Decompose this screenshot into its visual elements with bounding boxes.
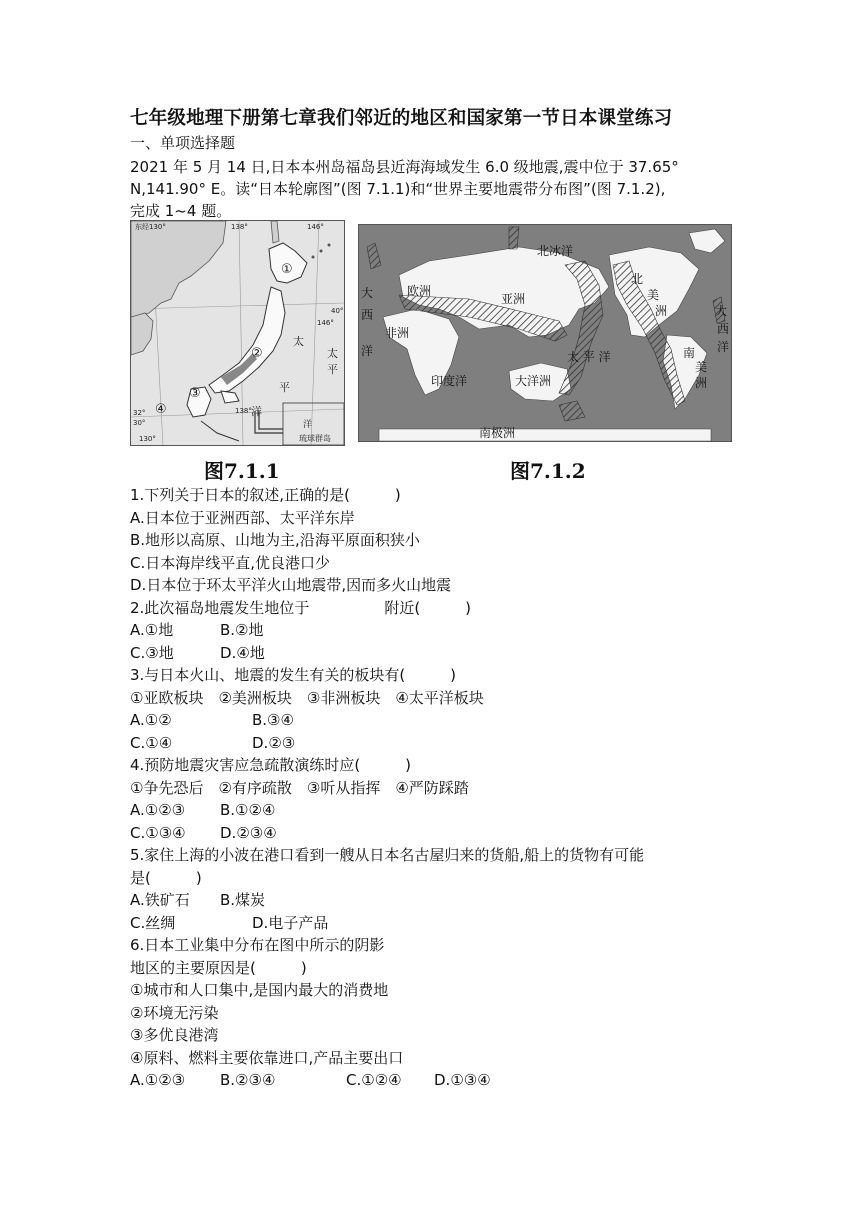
question-stem-cont: 是( ) (130, 869, 202, 887)
option: C.日本海岸线平直,优良港口少 (130, 554, 331, 572)
marker-3: ③ (189, 386, 201, 401)
question-stem: 5.家住上海的小波在港口看到一艘从日本名古屋归来的货船,船上的货物有可能 (130, 846, 645, 864)
intro-line: N,141.90° E。读“日本轮廓图”(图 7.1.1)和“世界主要地震带分布图”(图 7.1.2), (130, 180, 666, 198)
ocean-char: 洋 (303, 420, 313, 430)
option: A.日本位于亚洲西部、太平洋东岸 (130, 509, 355, 527)
label-sa: 南 (683, 346, 696, 360)
lon-label: 东经130° (135, 223, 166, 231)
lat-label: 32° (133, 409, 146, 417)
label-atlantic-west: 西 (361, 308, 374, 322)
option: B.①②④ (220, 801, 276, 819)
ocean-char: 太 (293, 335, 304, 348)
label-na: 洲 (655, 304, 668, 318)
label-na: 北 (631, 272, 644, 286)
option: D.日本位于环太平洋火山地震带,因而多火山地震 (130, 576, 452, 594)
option: D.②③④ (220, 824, 277, 842)
question-stem-cont: 地区的主要原因是( ) (130, 959, 307, 977)
intro-paragraph (130, 156, 740, 222)
question-stem: 1.下列关于日本的叙述,正确的是( ) (130, 486, 401, 504)
lon-label: 138° (231, 223, 248, 231)
option: D.④地 (220, 644, 265, 662)
option: B.煤炭 (220, 891, 266, 909)
label-antarctica: 南极洲 (479, 426, 516, 440)
question-stem: 3.与日本火山、地震的发生有关的板块有( ) (130, 666, 457, 684)
figure-caption-1: 图7.1.1 (204, 459, 280, 483)
label-africa: 非洲 (385, 326, 410, 340)
figure-caption-2: 图7.1.2 (510, 459, 586, 483)
lat-label: 40° (331, 307, 344, 315)
option: A.①② (130, 711, 172, 729)
lon-label: 146° (317, 319, 334, 327)
japan-map-svg (131, 221, 344, 445)
label-na: 美 (647, 288, 660, 302)
intro-line: 2021 年 5 月 14 日,日本本州岛福岛县近海海域发生 6.0 级地震,震中位于 37.65° (130, 158, 679, 176)
page-title: 七年级地理下册第七章我们邻近的地区和国家第一节日本课堂练习 (130, 108, 673, 129)
option: C.丝绸 (130, 914, 176, 932)
ocean-char: 平 (327, 363, 338, 376)
option: C.①②④ (346, 1071, 402, 1089)
label-oceania: 大洋洲 (515, 374, 552, 388)
lat-label: 30° (133, 419, 146, 427)
ocean-char: 太 (327, 347, 338, 360)
lon-label: 138° (235, 407, 252, 415)
section-heading: 一、单项选择题 (130, 134, 236, 152)
marker-1: ① (281, 262, 293, 277)
question-item: ②环境无污染 (130, 1004, 219, 1022)
world-map-svg (359, 225, 731, 441)
question-stem: 6.日本工业集中分布在图中所示的阴影 (130, 936, 385, 954)
option: B.③④ (252, 711, 294, 729)
question-item: ③多优良港湾 (130, 1026, 219, 1044)
option: A.铁矿石 (130, 891, 190, 909)
label-atlantic-east: 大 (715, 304, 728, 318)
question-items: ①亚欧板块 ②美洲板块 ③非洲板块 ④太平洋板块 (130, 689, 484, 707)
question-item: ①城市和人口集中,是国内最大的消费地 (130, 981, 389, 999)
question-items: ①争先恐后 ②有序疏散 ③听从指挥 ④严防踩踏 (130, 779, 469, 797)
label-sa: 美 (695, 360, 708, 374)
label-atlantic-east: 洋 (717, 340, 730, 354)
marker-2: ② (251, 346, 263, 361)
option: B.②地 (220, 621, 264, 639)
label-atlantic-east: 西 (717, 322, 730, 336)
ryukyu-label: 琉球群岛 (299, 434, 331, 443)
marker-4: ④ (155, 402, 167, 417)
question-stem: 2.此次福岛地震发生地位于 附近( ) (130, 599, 472, 617)
option: D.电子产品 (252, 914, 329, 932)
question-stem: 4.预防地震灾害应急疏散演练时应( ) (130, 756, 412, 774)
option: C.③地 (130, 644, 174, 662)
option: A.①②③ (130, 1071, 186, 1089)
label-indian-ocean: 印度洋 (431, 374, 468, 388)
option: A.①地 (130, 621, 174, 639)
label-europe: 欧洲 (407, 284, 432, 298)
label-atlantic-west: 大 (361, 286, 374, 300)
label-asia: 亚洲 (501, 292, 526, 306)
option: B.地形以高原、山地为主,沿海平原面积狭小 (130, 531, 420, 549)
lon-label: 146° (307, 223, 324, 231)
option: B.②③④ (220, 1071, 276, 1089)
ocean-char: 洋 (251, 405, 262, 418)
option: D.②③ (252, 734, 296, 752)
label-pacific: 太 平 洋 (567, 350, 611, 364)
ocean-char: 平 (279, 381, 290, 394)
option: A.①②③ (130, 801, 186, 819)
label-atlantic-west: 洋 (361, 344, 374, 358)
intro-line: 完成 1~4 题。 (130, 202, 232, 220)
option: D.①③④ (434, 1071, 491, 1089)
label-sa: 洲 (695, 376, 708, 390)
option: C.①④ (130, 734, 173, 752)
world-earthquake-belt-map (358, 224, 732, 442)
option: C.①③④ (130, 824, 186, 842)
label-arctic: 北冰洋 (537, 244, 574, 258)
question-item: ④原料、燃料主要依靠进口,产品主要出口 (130, 1049, 404, 1067)
lon-label: 130° (139, 435, 156, 443)
japan-outline-map (130, 220, 345, 446)
